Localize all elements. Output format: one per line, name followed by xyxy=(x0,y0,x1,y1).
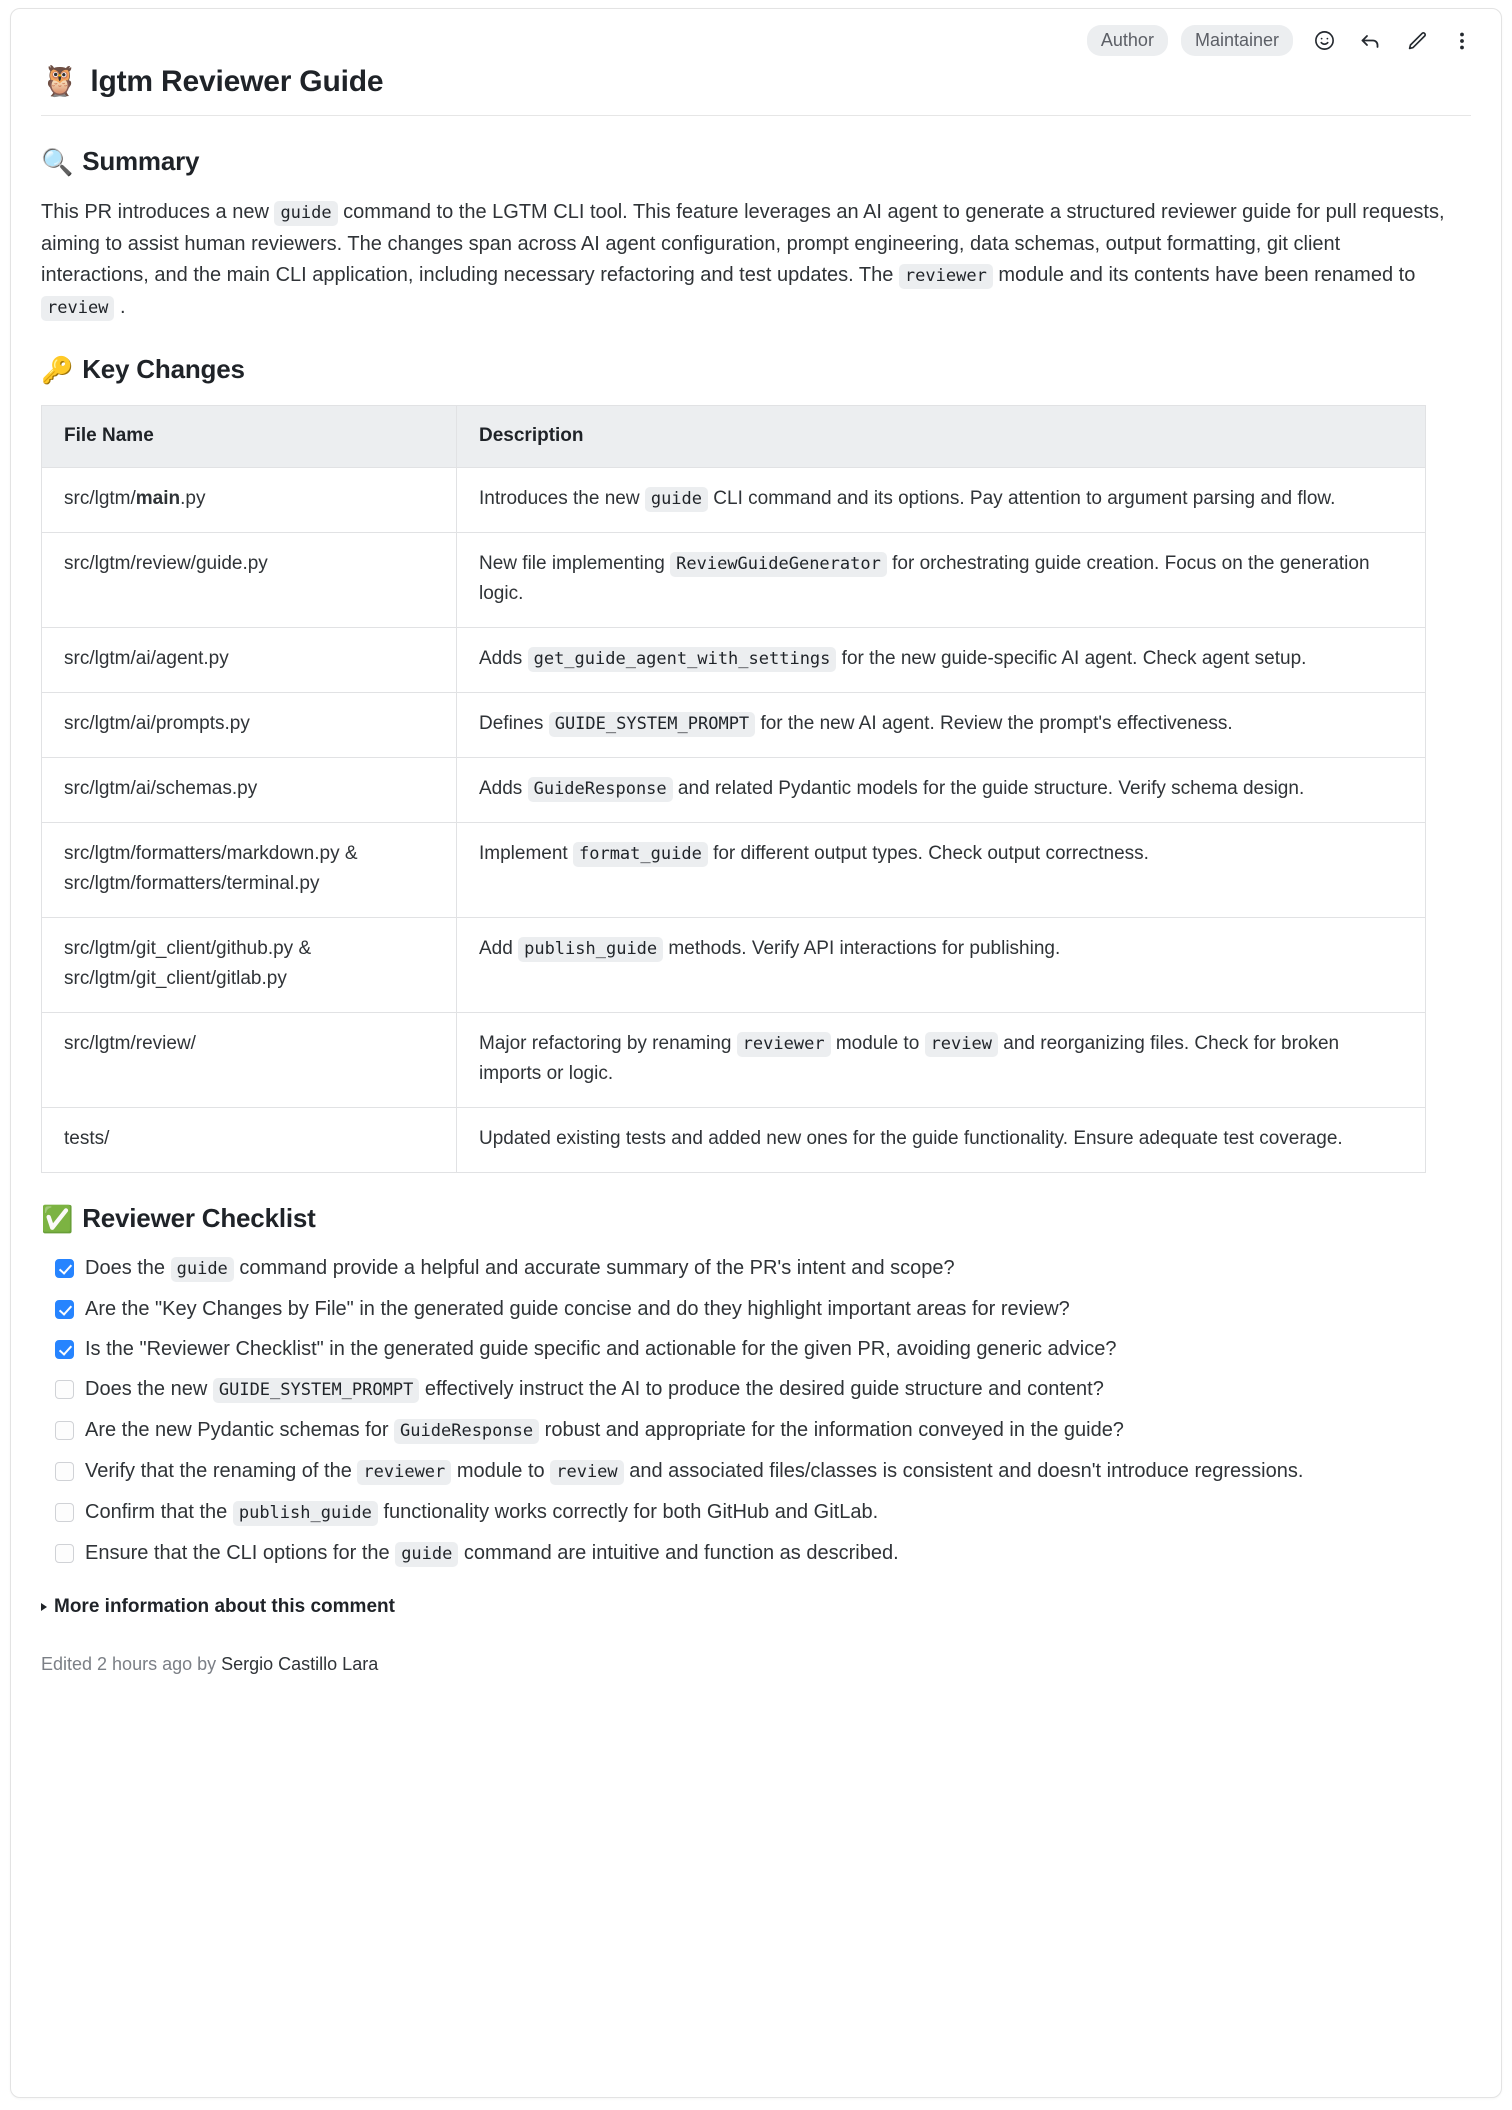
cell-description: Defines GUIDE_SYSTEM_PROMPT for the new AI agent. Review the prompt's effectiveness. xyxy=(457,693,1426,758)
inline-code: reviewer xyxy=(899,264,993,289)
checkbox-unchecked[interactable] xyxy=(55,1544,74,1563)
checkbox-checked[interactable] xyxy=(55,1340,74,1359)
table-row xyxy=(42,693,1426,758)
badge-maintainer: Maintainer xyxy=(1181,25,1293,56)
cell-description: Major refactoring by renaming reviewer module to review and reorganizing files. Check for broken imports or logic. xyxy=(457,1013,1426,1108)
summary-heading xyxy=(41,146,1471,177)
cell-description: Updated existing tests and added new ones for the guide functionality. Ensure adequate test coverage. xyxy=(479,1128,1343,1149)
table-row xyxy=(42,468,1426,533)
checklist-item xyxy=(55,1253,1455,1285)
table-row xyxy=(42,1013,1426,1108)
inline-code: guide xyxy=(171,1257,234,1282)
inline-code: ReviewGuideGenerator xyxy=(670,552,887,577)
inline-code: review xyxy=(925,1032,998,1057)
column-header-file-name: File Name xyxy=(42,406,457,468)
summary-heading-text: Summary xyxy=(82,146,200,176)
badge-author: Author xyxy=(1087,25,1168,56)
cell-file-name: src/lgtm/formatters/markdown.py & src/lgtm/formatters/terminal.py xyxy=(42,823,457,918)
inline-code: get_guide_agent_with_settings xyxy=(528,647,837,672)
column-header-description: Description xyxy=(457,406,1426,468)
inline-code: GUIDE_SYSTEM_PROMPT xyxy=(213,1378,419,1403)
cell-description: Adds get_guide_agent_with_settings for the new guide-specific AI agent. Check agent setup. xyxy=(457,628,1426,693)
cell-description: Implement format_guide for different output types. Check output correctness. xyxy=(457,823,1426,918)
comment-header-actions xyxy=(1087,25,1477,56)
checkbox-unchecked[interactable] xyxy=(55,1462,74,1481)
key-changes-table xyxy=(41,405,1426,1173)
inline-code: GuideResponse xyxy=(528,777,673,802)
cell-file-name: src/lgtm/git_client/github.py & src/lgtm/git_client/gitlab.py xyxy=(42,918,457,1013)
checklist-item xyxy=(55,1294,1455,1325)
inline-code: GUIDE_SYSTEM_PROMPT xyxy=(549,712,755,737)
summary-paragraph: This PR introduces a new guide command to the LGTM CLI tool. This feature leverages an AI agent to generate a structured reviewer guide for pull requests, aiming to assist human reviewers. The changes span across AI agent configuration, prompt engineering, data schemas, output formatting, git client interactions, and the main CLI application, including necessary refactoring and test updates. The reviewer module and its contents have been renamed to review . xyxy=(41,197,1446,324)
edit-pencil-icon[interactable] xyxy=(1401,26,1431,56)
inline-code: guide xyxy=(274,201,337,226)
comment-body xyxy=(11,146,1501,1703)
checklist-item xyxy=(55,1538,1455,1570)
table-header-row xyxy=(42,406,1426,468)
cell-description: Add publish_guide methods. Verify API interactions for publishing. xyxy=(457,918,1426,1013)
cell-description: New file implementing ReviewGuideGenerator for orchestrating guide creation. Focus on the generation logic. xyxy=(457,533,1426,628)
edited-status xyxy=(41,1654,1471,1703)
magnifier-icon: 🔍 xyxy=(41,146,74,177)
inline-code: guide xyxy=(395,1542,458,1567)
table-row xyxy=(42,533,1426,628)
edited-author: Sergio Castillo Lara xyxy=(221,1654,379,1674)
page-title-text: lgtm Reviewer Guide xyxy=(90,65,384,98)
checklist-item-label: Are the "Key Changes by File" in the generated guide concise and do they highlight important areas for review? xyxy=(85,1298,1070,1320)
inline-code: format_guide xyxy=(573,842,708,867)
inline-code: guide xyxy=(645,487,708,512)
checklist-item-label: Does the guide command provide a helpful and accurate summary of the PR's intent and scope? xyxy=(85,1253,955,1285)
checklist-item-label: Confirm that the publish_guide functionality works correctly for both GitHub and GitLab. xyxy=(85,1497,878,1529)
edited-prefix: Edited 2 hours ago by xyxy=(41,1654,222,1674)
more-information-disclosure[interactable] xyxy=(41,1596,1471,1618)
checklist-item-label: Verify that the renaming of the reviewer module to review and associated files/classes is consistent and doesn't introduce regressions. xyxy=(85,1456,1303,1488)
owl-icon: 🦉 xyxy=(41,65,79,98)
cell-description: Adds GuideResponse and related Pydantic models for the guide structure. Verify schema design. xyxy=(457,758,1426,823)
checkbox-unchecked[interactable] xyxy=(55,1380,74,1399)
table-row xyxy=(42,1108,1426,1173)
key-changes-heading-text: Key Changes xyxy=(82,354,245,384)
inline-code: review xyxy=(41,296,114,321)
checklist-heading xyxy=(41,1203,1471,1234)
checklist-item-label: Ensure that the CLI options for the guide command are intuitive and function as described. xyxy=(85,1538,899,1570)
cell-file-name: src/lgtm/ai/prompts.py xyxy=(42,693,457,758)
more-information-label: More information about this comment xyxy=(54,1596,395,1617)
cell-file-name: src/lgtm/main.py xyxy=(42,468,457,533)
key-icon: 🔑 xyxy=(41,354,74,385)
cell-file-name: src/lgtm/ai/schemas.py xyxy=(42,758,457,823)
inline-code: publish_guide xyxy=(518,937,663,962)
inline-code: GuideResponse xyxy=(394,1419,539,1444)
table-row xyxy=(42,628,1426,693)
inline-code: review xyxy=(550,1460,623,1485)
checklist-heading-text: Reviewer Checklist xyxy=(82,1203,316,1233)
cell-file-name: src/lgtm/review/guide.py xyxy=(42,533,457,628)
emphasis-text: main xyxy=(135,488,181,509)
inline-code: reviewer xyxy=(737,1032,831,1057)
checklist-item xyxy=(55,1497,1455,1529)
checkbox-checked[interactable] xyxy=(55,1300,74,1319)
key-changes-heading xyxy=(41,354,1471,385)
cell-file-name: src/lgtm/review/ xyxy=(42,1013,457,1108)
checklist-item xyxy=(55,1415,1455,1447)
kebab-menu-icon[interactable] xyxy=(1447,26,1477,56)
title-divider xyxy=(41,115,1471,116)
table-row xyxy=(42,823,1426,918)
inline-code: reviewer xyxy=(357,1460,451,1485)
checkbox-checked[interactable] xyxy=(55,1259,74,1278)
checklist-item xyxy=(55,1456,1455,1488)
cell-description: Introduces the new guide CLI command and its options. Pay attention to argument parsing and flow. xyxy=(457,468,1426,533)
checklist-item-label: Are the new Pydantic schemas for GuideResponse robust and appropriate for the information conveyed in the guide? xyxy=(85,1415,1124,1447)
checkbox-unchecked[interactable] xyxy=(55,1503,74,1522)
checklist-item xyxy=(55,1334,1455,1365)
table-row xyxy=(42,758,1426,823)
checklist-item-label: Is the "Reviewer Checklist" in the generated guide specific and actionable for the given PR, avoiding generic advice? xyxy=(85,1338,1117,1360)
check-mark-button-icon: ✅ xyxy=(41,1203,74,1234)
cell-file-name: src/lgtm/ai/agent.py xyxy=(42,628,457,693)
reply-icon[interactable] xyxy=(1355,26,1385,56)
comment-card xyxy=(10,8,1502,2098)
cell-file-name: tests/ xyxy=(42,1108,457,1173)
chevron-right-icon xyxy=(41,1603,47,1611)
checklist-item xyxy=(55,1374,1455,1406)
table-row xyxy=(42,918,1426,1013)
emoji-reaction-icon[interactable] xyxy=(1309,26,1339,56)
checklist-item-label: Does the new GUIDE_SYSTEM_PROMPT effectively instruct the AI to produce the desired guide structure and content? xyxy=(85,1374,1104,1406)
inline-code: publish_guide xyxy=(233,1501,378,1526)
reviewer-checklist xyxy=(41,1253,1471,1570)
checkbox-unchecked[interactable] xyxy=(55,1421,74,1440)
